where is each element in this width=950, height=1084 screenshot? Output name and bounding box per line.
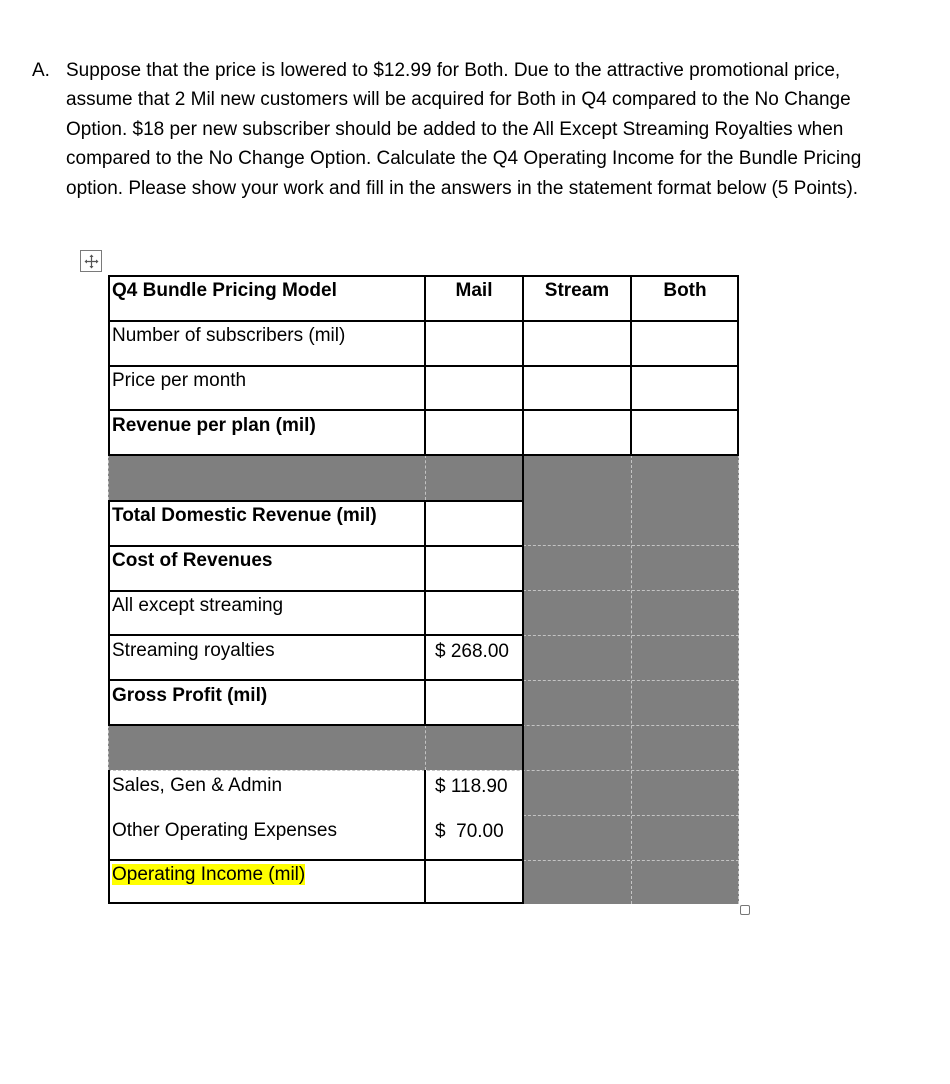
shaded-separator-row (108, 455, 739, 500)
cell-other-opex-mail[interactable]: $ 70.00 (435, 821, 504, 842)
cell-revenue-stream[interactable] (523, 410, 631, 416)
cell-all-except-streaming-mail[interactable] (425, 590, 523, 596)
table-move-handle-icon[interactable] (80, 250, 102, 272)
cell-subscribers-both[interactable] (631, 320, 739, 326)
shaded-separator-row (108, 725, 739, 770)
question-block (32, 56, 902, 203)
highlighted-operating-income: Operating Income (mil) (112, 864, 306, 885)
cell-price-stream[interactable] (523, 365, 631, 371)
table-row (108, 860, 739, 904)
row-label-all-except-streaming: All except streaming (112, 595, 284, 616)
cell-revenue-both[interactable] (631, 410, 739, 416)
table-row (108, 635, 739, 680)
table-resize-handle[interactable] (740, 905, 750, 915)
cell-subscribers-stream[interactable] (523, 320, 631, 326)
table-row (108, 365, 739, 410)
table-row (108, 545, 739, 590)
column-header-stream: Stream (544, 280, 610, 301)
column-header-both: Both (663, 280, 707, 301)
row-label-total-revenue: Total Domestic Revenue (mil) (112, 505, 377, 526)
table-row (108, 590, 739, 635)
row-label-subscribers: Number of subscribers (mil) (112, 325, 346, 346)
table-title: Q4 Bundle Pricing Model (112, 280, 337, 301)
table-row (108, 500, 739, 545)
table-row (108, 320, 739, 365)
row-label-revenue: Revenue per plan (mil) (112, 415, 316, 436)
cell-revenue-mail[interactable] (425, 410, 523, 416)
row-label-gross-profit: Gross Profit (mil) (112, 685, 268, 706)
table-row (108, 815, 739, 860)
cell-sga-mail[interactable]: $ 118.90 (435, 776, 508, 797)
row-label-price: Price per month (112, 370, 247, 391)
table-row (108, 680, 739, 725)
cell-subscribers-mail[interactable] (425, 320, 523, 326)
row-label-streaming-royalties: Streaming royalties (112, 640, 275, 661)
cell-price-both[interactable] (631, 365, 739, 371)
cell-gross-profit-mail[interactable] (425, 680, 523, 686)
table-header-row (108, 275, 739, 320)
bundle-pricing-table (108, 275, 739, 904)
row-label-cost-of-revenues: Cost of Revenues (112, 550, 273, 571)
row-label-sga: Sales, Gen & Admin (112, 775, 283, 796)
column-header-mail: Mail (455, 280, 493, 301)
table-row (108, 770, 739, 815)
cell-total-revenue-mail[interactable] (425, 500, 523, 506)
question-marker: A. (32, 60, 50, 81)
cell-cost-of-revenues-mail[interactable] (425, 545, 523, 551)
cell-streaming-royalties-mail[interactable]: $ 268.00 (435, 641, 509, 662)
cell-operating-income-mail[interactable] (425, 860, 523, 866)
question-text: Suppose that the price is lowered to $12.99 for Both. Due to the attractive promotional price, assume that 2 Mil new customers will be acquired for Both in Q4 compared to the No Change Option. $18 per new subscriber should be added to the All Except Streaming Royalties when compared to the No Change Option. Calculate the Q4 Operating Income for the Bundle Pricing option. Please show your work and fill in the answers in the statement format below (5 Points). (66, 60, 862, 199)
row-label-other-opex: Other Operating Expenses (112, 820, 337, 841)
table-row (108, 410, 739, 455)
row-label-operating-income (108, 860, 425, 886)
cell-price-mail[interactable] (425, 365, 523, 371)
